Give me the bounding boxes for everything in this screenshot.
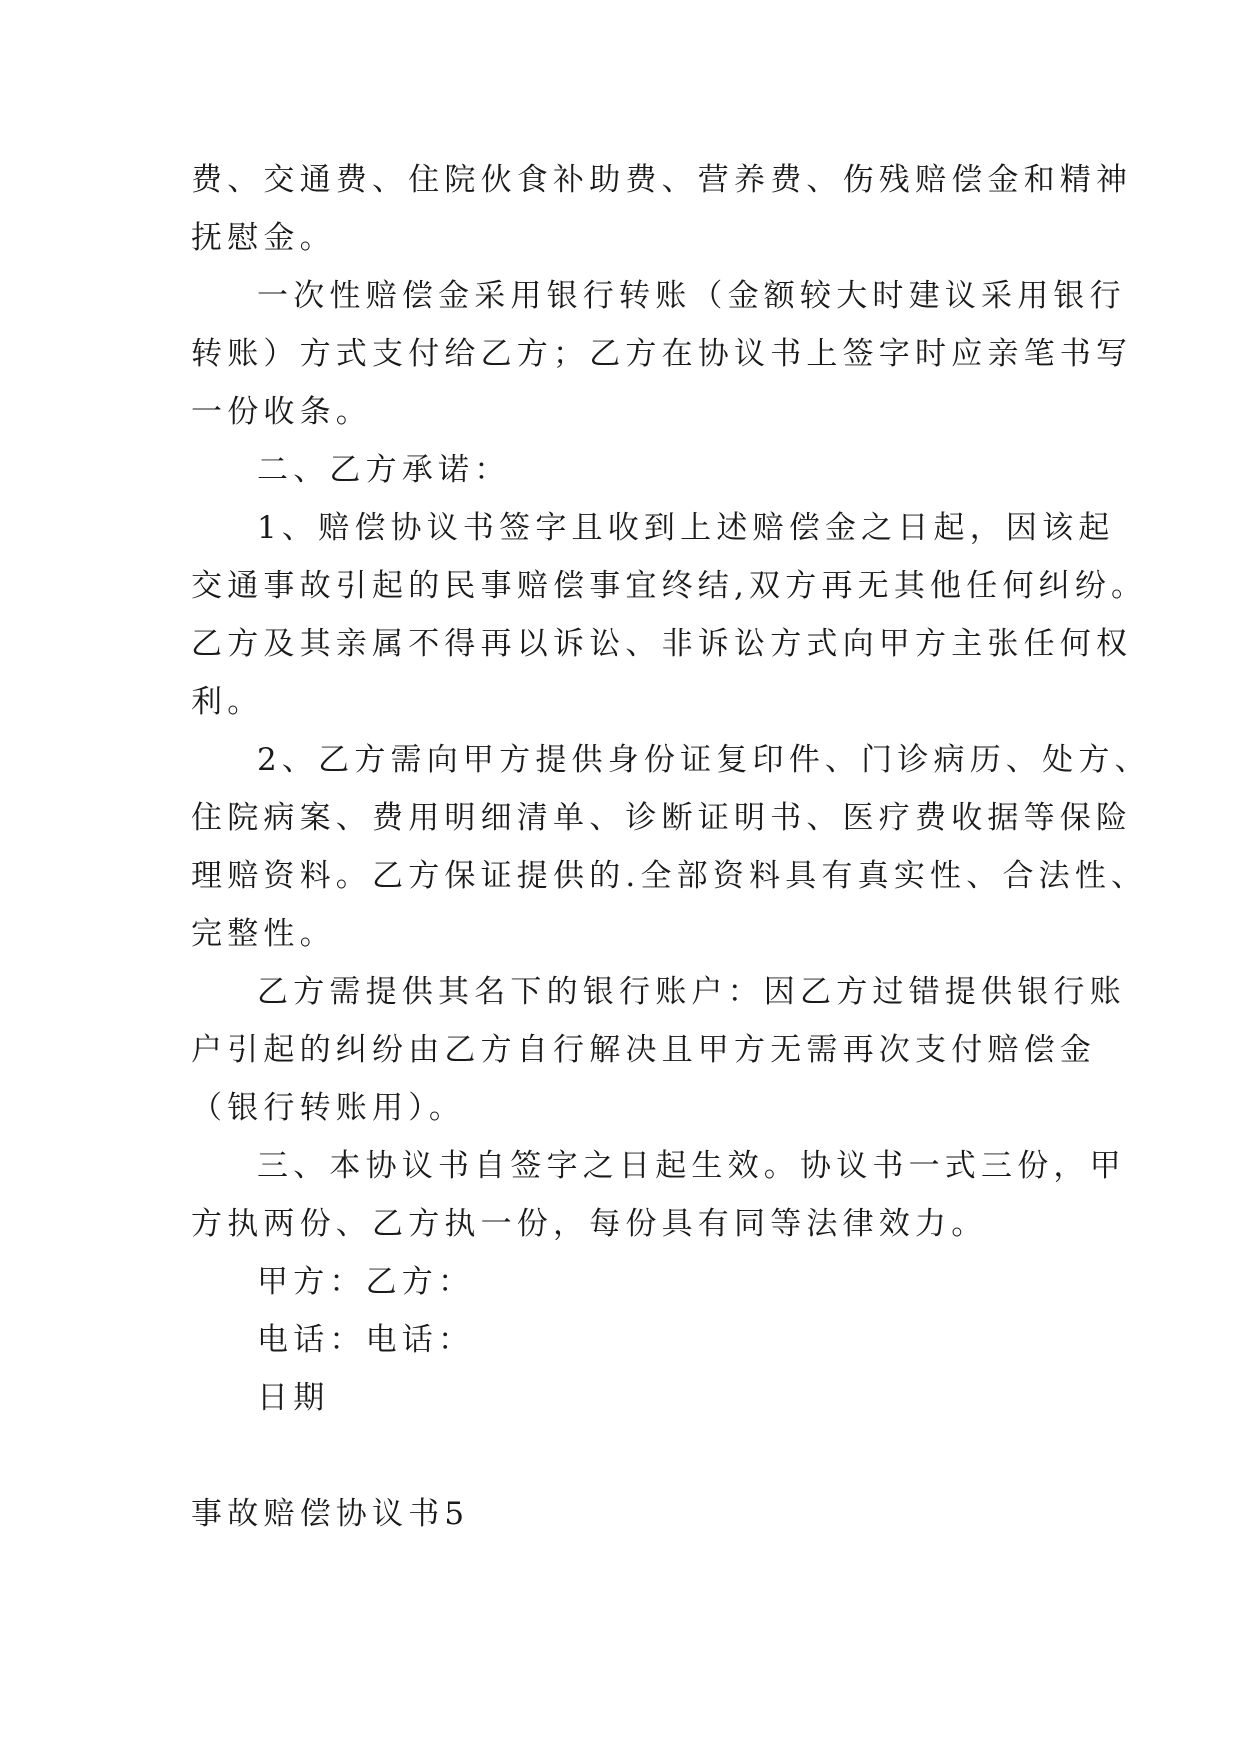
paragraph-line: 乙方及其亲属不得再以诉讼、非诉讼方式向甲方主张任何权 (191, 626, 1133, 662)
signature-party-line: 甲方：乙方： (257, 1264, 475, 1300)
paragraph-line: 三、本协议书自签字之日起生效。协议书一式三份，甲 (257, 1148, 1126, 1184)
paragraph-line: 乙方需提供其名下的银行账户：因乙方过错提供银行账 (257, 974, 1126, 1010)
paragraph-line: 理赔资料。乙方保证提供的.全部资料具有真实性、合法性、 (191, 858, 1148, 894)
paragraph-line: 2、乙方需向甲方提供身份证复印件、门诊病历、处方、 (257, 742, 1151, 778)
paragraph-line: 户引起的纠纷由乙方自行解决且甲方无需再次支付赔偿金 (191, 1032, 1096, 1068)
paragraph-line: 转账）方式支付给乙方；乙方在协议书上签字时应亲笔书写 (191, 336, 1133, 372)
next-document-title: 事故赔偿协议书5 (191, 1496, 470, 1532)
paragraph-line: 交通事故引起的民事赔偿事宜终结,双方再无其他任何纠纷。 (191, 568, 1148, 604)
paragraph-line: 方执两份、乙方执一份，每份具有同等法律效力。 (191, 1206, 988, 1242)
paragraph-line: 完整性。 (191, 916, 336, 952)
paragraph-line: 费、交通费、住院伙食补助费、营养费、伤残赔偿金和精神 (191, 162, 1133, 198)
blank-gap (191, 1427, 1071, 1485)
paragraph-line: 1、赔偿协议书签字且收到上述赔偿金之日起，因该起 (257, 510, 1115, 546)
paragraph-line: 利。 (191, 684, 264, 720)
signature-date-line: 日期 (257, 1380, 330, 1416)
paragraph-line: 住院病案、费用明细清单、诊断证明书、医疗费收据等保险 (191, 800, 1133, 836)
paragraph-line: 抚慰金。 (191, 220, 336, 256)
section-heading: 二、乙方承诺： (257, 452, 511, 488)
document-body (191, 151, 1151, 1543)
paragraph-line: 一次性赔偿金采用银行转账（金额较大时建议采用银行 (257, 278, 1126, 314)
paragraph-line: 一份收条。 (191, 394, 372, 430)
signature-phone-line: 电话：电话： (257, 1322, 475, 1358)
paragraph-line: （银行转账用）。 (191, 1090, 466, 1126)
